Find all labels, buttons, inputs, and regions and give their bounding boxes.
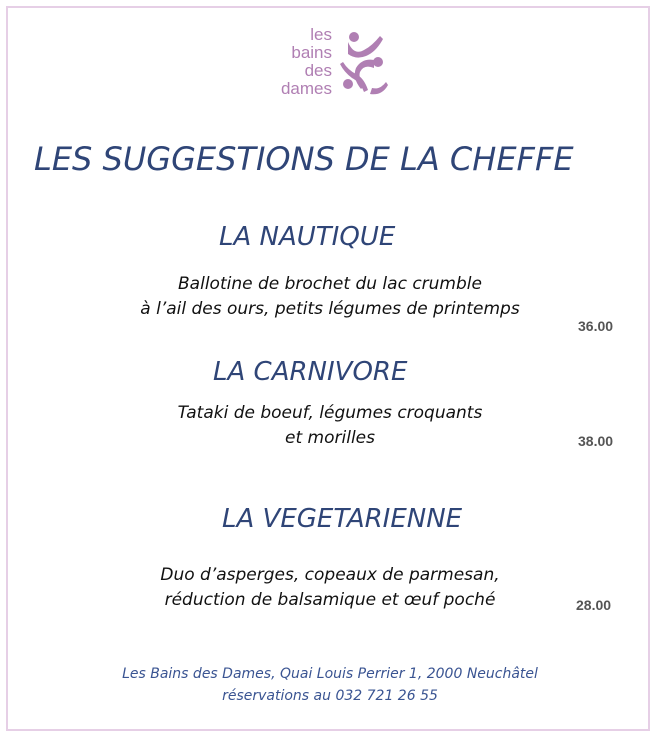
address-text: Les Bains des Dames, Quai Louis Perrier 1, 2000 Neuchâtel (122, 666, 538, 682)
description-line: Duo d’asperges, copeaux de parmesan, (160, 565, 500, 585)
price-nautique: 36.00 (578, 318, 614, 334)
description-line: réduction de balsamique et œuf poché (164, 590, 496, 610)
section-title-nautique: LA NAUTIQUE (219, 222, 396, 252)
reservation-phone[interactable]: réservations au 032 721 26 55 (222, 688, 438, 704)
dancing-figures-icon (334, 28, 390, 100)
section-title-vegetarienne: LA VEGETARIENNE (222, 504, 463, 534)
description-line: et morilles (285, 428, 375, 448)
description-line: Ballotine de brochet du lac crumble (178, 274, 482, 294)
page-title: LES SUGGESTIONS DE LA CHEFFE (34, 140, 574, 178)
restaurant-footer (0, 663, 660, 707)
logo-line: bains (291, 43, 332, 62)
logo-line: les (310, 25, 332, 44)
section-title-carnivore: LA CARNIVORE (213, 357, 408, 387)
price-carnivore: 38.00 (578, 433, 614, 449)
logo-wordmark (252, 26, 332, 98)
logo-line: dames (280, 79, 332, 98)
restaurant-logo (252, 26, 392, 106)
description-line: Tataki de boeuf, légumes croquants (177, 403, 483, 423)
price-vegetarienne: 28.00 (576, 597, 612, 613)
dish-description-vegetarienne (100, 563, 560, 613)
description-line: à l’ail des ours, petits légumes de printemps (140, 299, 520, 319)
dish-description-carnivore (100, 401, 560, 451)
dish-description-nautique (100, 272, 560, 322)
logo-line: des (304, 61, 332, 80)
